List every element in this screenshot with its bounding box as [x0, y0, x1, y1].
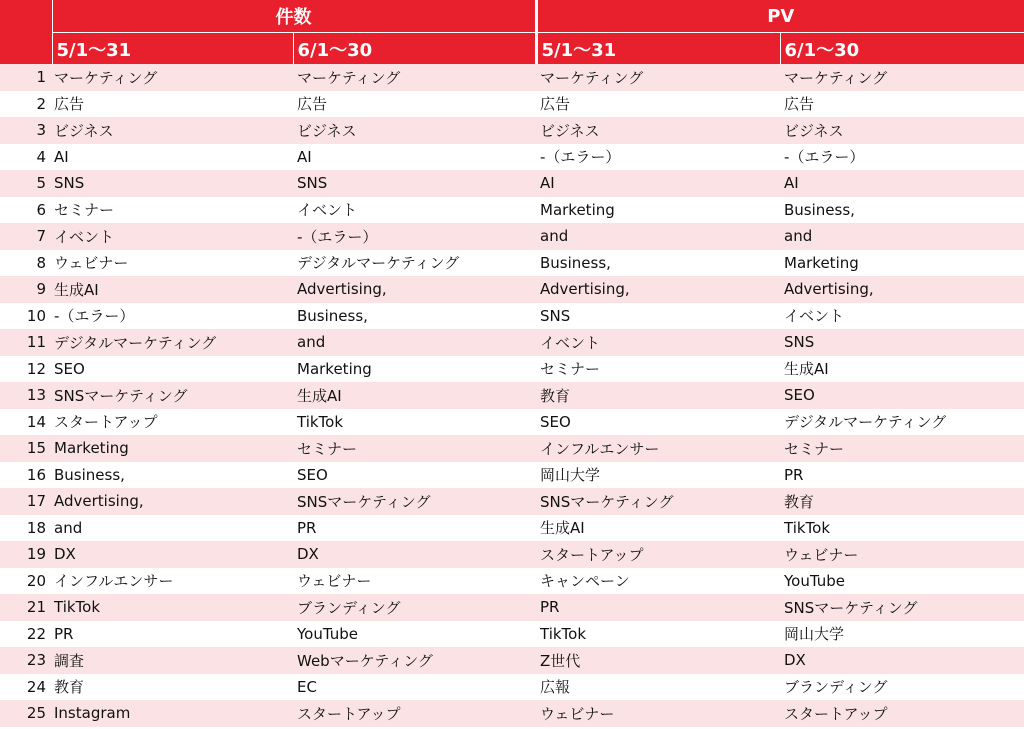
keyword-count-may: スタートアップ [52, 409, 293, 436]
keyword-pv-may: キャンペーン [536, 568, 780, 595]
keyword-pv-june: SEO [780, 382, 1024, 409]
rank-number: 22 [0, 621, 52, 648]
header-period-count-may: 5/1～31 [52, 33, 293, 65]
table-row [0, 568, 1024, 595]
rank-number: 4 [0, 144, 52, 171]
keyword-pv-may: Z世代 [536, 647, 780, 674]
keyword-pv-june: マーケティング [780, 64, 1024, 91]
keyword-count-may: SNS [52, 170, 293, 197]
keyword-pv-may: SNSマーケティング [536, 488, 780, 515]
keyword-count-may: セミナー [52, 197, 293, 224]
keyword-pv-june: Marketing [780, 250, 1024, 277]
keyword-pv-may: TikTok [536, 621, 780, 648]
table-row [0, 382, 1024, 409]
keyword-pv-june: PR [780, 462, 1024, 489]
header-period-pv-june: 6/1～30 [780, 33, 1024, 65]
table-row [0, 329, 1024, 356]
header-group-pv: PV [536, 0, 1024, 33]
keyword-pv-may: and [536, 223, 780, 250]
keyword-count-may: 広告 [52, 91, 293, 118]
table-row [0, 64, 1024, 91]
keyword-pv-may: スタートアップ [536, 541, 780, 568]
keyword-pv-june: YouTube [780, 568, 1024, 595]
keyword-count-may: ウェビナー [52, 250, 293, 277]
keyword-count-may: PR [52, 621, 293, 648]
keyword-count-june: スタートアップ [293, 700, 536, 727]
rank-number: 12 [0, 356, 52, 383]
table-row [0, 276, 1024, 303]
keyword-pv-may: イベント [536, 329, 780, 356]
keyword-count-june: Marketing [293, 356, 536, 383]
keyword-count-june: マーケティング [293, 64, 536, 91]
keyword-count-june: Webマーケティング [293, 647, 536, 674]
keyword-pv-may: SNS [536, 303, 780, 330]
keyword-pv-june: スタートアップ [780, 700, 1024, 727]
table-row [0, 197, 1024, 224]
keyword-count-june: Advertising, [293, 276, 536, 303]
keyword-pv-june: 岡山大学 [780, 621, 1024, 648]
rank-number: 16 [0, 462, 52, 489]
rank-number: 3 [0, 117, 52, 144]
keyword-pv-may: 広告 [536, 91, 780, 118]
rank-number: 9 [0, 276, 52, 303]
keyword-count-may: 生成AI [52, 276, 293, 303]
keyword-count-june: イベント [293, 197, 536, 224]
keyword-pv-june: ビジネス [780, 117, 1024, 144]
keyword-pv-may: Marketing [536, 197, 780, 224]
rank-number: 1 [0, 64, 52, 91]
keyword-count-june: ブランディング [293, 594, 536, 621]
table-row [0, 250, 1024, 277]
header-corner [0, 0, 52, 33]
table-row [0, 409, 1024, 436]
keyword-count-may: 調査 [52, 647, 293, 674]
keyword-pv-june: AI [780, 170, 1024, 197]
table-row [0, 117, 1024, 144]
keyword-pv-june: SNSマーケティング [780, 594, 1024, 621]
keyword-count-june: SEO [293, 462, 536, 489]
rank-number: 23 [0, 647, 52, 674]
keyword-count-may: デジタルマーケティング [52, 329, 293, 356]
header-period-row [0, 33, 1024, 65]
keyword-pv-june: Advertising, [780, 276, 1024, 303]
keyword-pv-june: ウェビナー [780, 541, 1024, 568]
header-group-count: 件数 [52, 0, 536, 33]
keyword-pv-june: -（エラー） [780, 144, 1024, 171]
keyword-count-may: イベント [52, 223, 293, 250]
keyword-count-june: ビジネス [293, 117, 536, 144]
keyword-count-may: and [52, 515, 293, 542]
table-row [0, 594, 1024, 621]
table-row [0, 674, 1024, 701]
keyword-count-may: Instagram [52, 700, 293, 727]
keyword-count-june: -（エラー） [293, 223, 536, 250]
table-row [0, 303, 1024, 330]
keyword-count-may: Advertising, [52, 488, 293, 515]
rank-number: 13 [0, 382, 52, 409]
rank-number: 6 [0, 197, 52, 224]
keyword-pv-may: マーケティング [536, 64, 780, 91]
keyword-count-june: 生成AI [293, 382, 536, 409]
keyword-pv-june: ブランディング [780, 674, 1024, 701]
keyword-count-may: -（エラー） [52, 303, 293, 330]
keyword-pv-may: 岡山大学 [536, 462, 780, 489]
header-period-count-june: 6/1～30 [293, 33, 536, 65]
keyword-count-june: EC [293, 674, 536, 701]
table-row [0, 223, 1024, 250]
keyword-count-june: Business, [293, 303, 536, 330]
keyword-count-may: SEO [52, 356, 293, 383]
table-header [0, 0, 1024, 64]
keyword-pv-may: Advertising, [536, 276, 780, 303]
keyword-pv-june: DX [780, 647, 1024, 674]
keyword-pv-may: ビジネス [536, 117, 780, 144]
keyword-count-may: 教育 [52, 674, 293, 701]
keyword-count-may: マーケティング [52, 64, 293, 91]
rank-number: 2 [0, 91, 52, 118]
keyword-pv-june: 生成AI [780, 356, 1024, 383]
keyword-pv-june: and [780, 223, 1024, 250]
table-row [0, 462, 1024, 489]
keyword-pv-june: Business, [780, 197, 1024, 224]
keyword-pv-may: AI [536, 170, 780, 197]
table-row [0, 700, 1024, 727]
header-corner-sub [0, 33, 52, 65]
rank-number: 7 [0, 223, 52, 250]
table-row [0, 170, 1024, 197]
table-row [0, 621, 1024, 648]
table-body [0, 64, 1024, 727]
table-row [0, 144, 1024, 171]
keyword-count-june: PR [293, 515, 536, 542]
table-row [0, 488, 1024, 515]
keyword-count-june: セミナー [293, 435, 536, 462]
keyword-pv-may: -（エラー） [536, 144, 780, 171]
keyword-pv-june: 教育 [780, 488, 1024, 515]
table-row [0, 356, 1024, 383]
rank-number: 10 [0, 303, 52, 330]
keyword-count-june: and [293, 329, 536, 356]
keyword-count-may: インフルエンサー [52, 568, 293, 595]
rank-number: 8 [0, 250, 52, 277]
rank-number: 20 [0, 568, 52, 595]
keyword-pv-may: インフルエンサー [536, 435, 780, 462]
keyword-pv-june: 広告 [780, 91, 1024, 118]
keyword-pv-may: 生成AI [536, 515, 780, 542]
table-row [0, 91, 1024, 118]
table-row [0, 435, 1024, 462]
header-group-row [0, 0, 1024, 33]
keyword-pv-june: TikTok [780, 515, 1024, 542]
rank-number: 17 [0, 488, 52, 515]
table-row [0, 515, 1024, 542]
keyword-count-june: AI [293, 144, 536, 171]
table-row [0, 541, 1024, 568]
rank-number: 19 [0, 541, 52, 568]
rank-number: 11 [0, 329, 52, 356]
header-period-pv-may: 5/1～31 [536, 33, 780, 65]
rank-number: 21 [0, 594, 52, 621]
keyword-count-may: SNSマーケティング [52, 382, 293, 409]
keyword-count-june: YouTube [293, 621, 536, 648]
keyword-pv-may: SEO [536, 409, 780, 436]
keyword-count-june: 広告 [293, 91, 536, 118]
keyword-pv-may: 広報 [536, 674, 780, 701]
keyword-pv-may: 教育 [536, 382, 780, 409]
keyword-count-june: ウェビナー [293, 568, 536, 595]
keyword-pv-june: SNS [780, 329, 1024, 356]
keyword-count-may: Business, [52, 462, 293, 489]
keyword-pv-may: Business, [536, 250, 780, 277]
rank-number: 14 [0, 409, 52, 436]
table-row [0, 647, 1024, 674]
keyword-count-may: DX [52, 541, 293, 568]
keyword-count-may: AI [52, 144, 293, 171]
rank-number: 5 [0, 170, 52, 197]
keyword-count-june: SNS [293, 170, 536, 197]
keyword-pv-june: デジタルマーケティング [780, 409, 1024, 436]
keyword-count-may: Marketing [52, 435, 293, 462]
keyword-count-may: ビジネス [52, 117, 293, 144]
keyword-pv-may: セミナー [536, 356, 780, 383]
keyword-pv-june: セミナー [780, 435, 1024, 462]
keyword-pv-may: PR [536, 594, 780, 621]
rank-number: 18 [0, 515, 52, 542]
rank-number: 24 [0, 674, 52, 701]
keyword-count-june: SNSマーケティング [293, 488, 536, 515]
rank-number: 25 [0, 700, 52, 727]
keyword-count-june: TikTok [293, 409, 536, 436]
keyword-count-may: TikTok [52, 594, 293, 621]
rank-number: 15 [0, 435, 52, 462]
keyword-count-june: DX [293, 541, 536, 568]
keyword-count-june: デジタルマーケティング [293, 250, 536, 277]
keyword-pv-may: ウェビナー [536, 700, 780, 727]
keyword-pv-june: イベント [780, 303, 1024, 330]
